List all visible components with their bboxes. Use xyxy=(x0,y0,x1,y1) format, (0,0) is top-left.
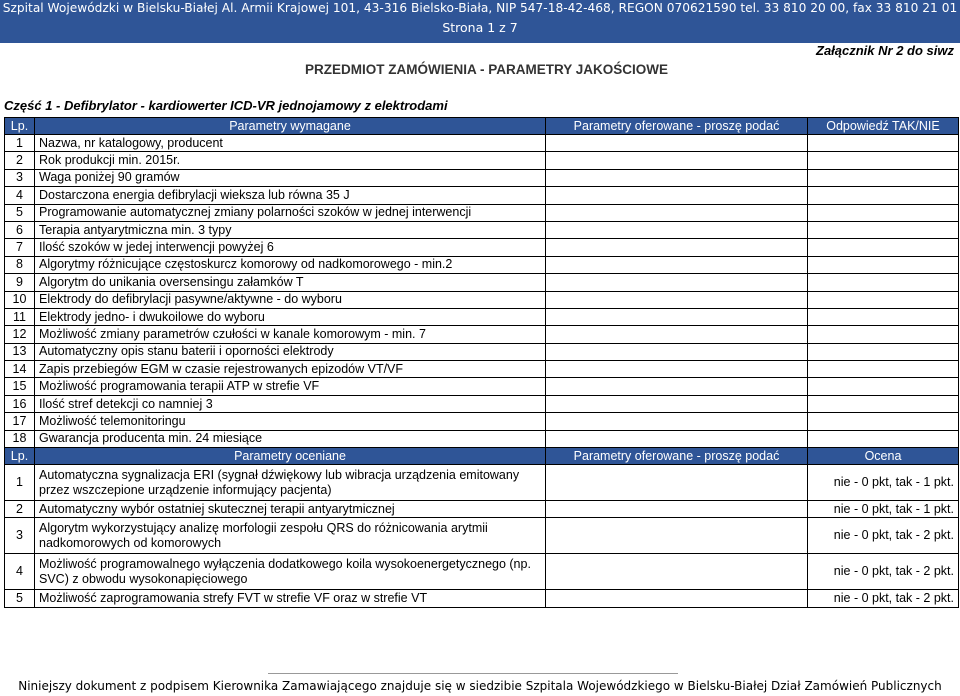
answer-cell[interactable] xyxy=(808,274,959,291)
row-parameter: Terapia antyarytmiczna min. 3 typy xyxy=(35,221,546,238)
offered-cell[interactable] xyxy=(546,326,808,343)
document-title: PRZEDMIOT ZAMÓWIENIA - PARAMETRY JAKOŚCIOWE xyxy=(305,62,668,77)
row-number: 1 xyxy=(5,465,35,501)
table-row xyxy=(5,395,959,412)
offered-cell[interactable] xyxy=(546,518,808,554)
row-parameter: Programowanie automatycznej zmiany polarności szoków w jednej interwencji xyxy=(35,204,546,221)
row-number: 5 xyxy=(5,204,35,221)
table-row xyxy=(5,291,959,308)
offered-cell[interactable] xyxy=(546,221,808,238)
answer-cell[interactable] xyxy=(808,239,959,256)
offered-cell[interactable] xyxy=(546,361,808,378)
row-number: 11 xyxy=(5,308,35,325)
row-parameter: Ilość szoków w jedej interwencji powyżej 6 xyxy=(35,239,546,256)
offered-cell[interactable] xyxy=(546,152,808,169)
page-number: Strona 1 z 7 xyxy=(442,20,518,35)
table-row xyxy=(5,239,959,256)
offered-cell[interactable] xyxy=(546,413,808,430)
row-parameter: Możliwość zmiany parametrów czułości w kanale komorowym - min. 7 xyxy=(35,326,546,343)
row-number: 10 xyxy=(5,291,35,308)
header-lp: Lp. xyxy=(5,118,35,135)
annex-label: Załącznik Nr 2 do siwz xyxy=(816,43,954,58)
offered-cell[interactable] xyxy=(546,378,808,395)
answer-cell[interactable] xyxy=(808,256,959,273)
table-row xyxy=(5,430,959,447)
score-cell: nie - 0 pkt, tak - 2 pkt. xyxy=(808,590,959,607)
scored-header-row xyxy=(5,448,959,465)
offered-cell[interactable] xyxy=(546,256,808,273)
row-number: 16 xyxy=(5,395,35,412)
header-score: Ocena xyxy=(808,448,959,465)
offered-cell[interactable] xyxy=(546,135,808,152)
table-row xyxy=(5,378,959,395)
row-parameter: Elektrody jedno- i dwukoilowe do wyboru xyxy=(35,308,546,325)
row-number: 3 xyxy=(5,169,35,186)
row-parameter: Ilość stref detekcji co namniej 3 xyxy=(35,395,546,412)
table-row xyxy=(5,501,959,518)
answer-cell[interactable] xyxy=(808,395,959,412)
offered-cell[interactable] xyxy=(546,274,808,291)
offered-cell[interactable] xyxy=(546,430,808,447)
table-row xyxy=(5,221,959,238)
answer-cell[interactable] xyxy=(808,308,959,325)
header-offered-params: Parametry oferowane - proszę podać xyxy=(546,118,808,135)
row-number: 17 xyxy=(5,413,35,430)
parameters-table xyxy=(4,117,959,608)
answer-cell[interactable] xyxy=(808,169,959,186)
row-number: 15 xyxy=(5,378,35,395)
table-row xyxy=(5,518,959,554)
offered-cell[interactable] xyxy=(546,291,808,308)
row-number: 2 xyxy=(5,501,35,518)
row-parameter: Elektrody do defibrylacji pasywne/aktywne - do wyboru xyxy=(35,291,546,308)
row-parameter: Możliwość telemonitoringu xyxy=(35,413,546,430)
offered-cell[interactable] xyxy=(546,169,808,186)
table-row xyxy=(5,465,959,501)
row-number: 9 xyxy=(5,274,35,291)
offered-cell[interactable] xyxy=(546,187,808,204)
row-parameter: Algorytm wykorzystujący analizę morfologii zespołu QRS do różnicowania arytmii nadkomorowych od komorowych xyxy=(35,518,546,554)
footer-divider xyxy=(268,673,678,674)
table-row xyxy=(5,308,959,325)
table-row xyxy=(5,152,959,169)
row-number: 6 xyxy=(5,221,35,238)
required-header-row xyxy=(5,118,959,135)
answer-cell[interactable] xyxy=(808,187,959,204)
row-parameter: Algorytmy różnicujące częstoskurcz komorowy od nadkomorowego - min.2 xyxy=(35,256,546,273)
row-parameter: Dostarczona energia defibrylacji wieksza lub równa 35 J xyxy=(35,187,546,204)
row-parameter: Algorytm do unikania oversensingu załamków T xyxy=(35,274,546,291)
answer-cell[interactable] xyxy=(808,326,959,343)
header-required-params: Parametry wymagane xyxy=(35,118,546,135)
offered-cell[interactable] xyxy=(546,501,808,518)
row-number: 1 xyxy=(5,135,35,152)
offered-cell[interactable] xyxy=(546,590,808,607)
offered-cell[interactable] xyxy=(546,239,808,256)
table-row xyxy=(5,554,959,590)
row-parameter: Automatyczna sygnalizacja ERI (sygnał dźwiękowy lub wibracja urządzenia emitowany przez wszczepione urządzenie informujący pacjenta) xyxy=(35,465,546,501)
row-parameter: Gwarancja producenta min. 24 miesiące xyxy=(35,430,546,447)
table-row xyxy=(5,326,959,343)
row-number: 7 xyxy=(5,239,35,256)
offered-cell[interactable] xyxy=(546,554,808,590)
answer-cell[interactable] xyxy=(808,291,959,308)
row-number: 4 xyxy=(5,554,35,590)
table-row xyxy=(5,135,959,152)
row-parameter: Automatyczny wybór ostatniej skutecznej terapii antyarytmicznej xyxy=(35,501,546,518)
offered-cell[interactable] xyxy=(546,395,808,412)
answer-cell[interactable] xyxy=(808,343,959,360)
table-row xyxy=(5,204,959,221)
row-parameter: Możliwość programowania terapii ATP w strefie VF xyxy=(35,378,546,395)
header-lp: Lp. xyxy=(5,448,35,465)
offered-cell[interactable] xyxy=(546,343,808,360)
table-row xyxy=(5,274,959,291)
offered-cell[interactable] xyxy=(546,465,808,501)
row-parameter: Waga poniżej 90 gramów xyxy=(35,169,546,186)
header-scored-params: Parametry oceniane xyxy=(35,448,546,465)
row-number: 18 xyxy=(5,430,35,447)
row-number: 12 xyxy=(5,326,35,343)
offered-cell[interactable] xyxy=(546,204,808,221)
row-parameter: Rok produkcji min. 2015r. xyxy=(35,152,546,169)
table-row xyxy=(5,590,959,607)
answer-cell[interactable] xyxy=(808,361,959,378)
answer-cell[interactable] xyxy=(808,378,959,395)
answer-cell[interactable] xyxy=(808,135,959,152)
row-number: 3 xyxy=(5,518,35,554)
footer-note: Niniejszy dokument z podpisem Kierownika Zamawiającego znajduje się w siedzibie Szpitala Wojewódzkiego w Bielsku-Białej Dział Zamówień Publicznych xyxy=(18,679,942,693)
answer-cell[interactable] xyxy=(808,204,959,221)
offered-cell[interactable] xyxy=(546,308,808,325)
answer-cell[interactable] xyxy=(808,430,959,447)
row-number: 5 xyxy=(5,590,35,607)
table-row xyxy=(5,256,959,273)
row-parameter: Możliwość zaprogramowania strefy FVT w strefie VF oraz w strefie VT xyxy=(35,590,546,607)
table-row xyxy=(5,361,959,378)
table-row xyxy=(5,169,959,186)
table-row xyxy=(5,413,959,430)
score-cell: nie - 0 pkt, tak - 1 pkt. xyxy=(808,501,959,518)
row-parameter: Zapis przebiegów EGM w czasie rejestrowanych epizodów VT/VF xyxy=(35,361,546,378)
table-row xyxy=(5,343,959,360)
row-number: 14 xyxy=(5,361,35,378)
answer-cell[interactable] xyxy=(808,152,959,169)
score-cell: nie - 0 pkt, tak - 2 pkt. xyxy=(808,554,959,590)
row-parameter: Możliwość programowalnego wyłączenia dodatkowego koila wysokoenergetycznego (np. SVC) z obwodu wysokonapięciowego xyxy=(35,554,546,590)
answer-cell[interactable] xyxy=(808,413,959,430)
score-cell: nie - 0 pkt, tak - 2 pkt. xyxy=(808,518,959,554)
row-parameter: Automatyczny opis stanu baterii i oporności elektrody xyxy=(35,343,546,360)
row-number: 2 xyxy=(5,152,35,169)
hospital-address: Szpital Wojewódzki w Bielsku-Białej Al. Armii Krajowej 101, 43-316 Bielsko-Biała, NIP 547-18-42-468, REGON 070621590 tel. 33 810 20 00, fax 33 810 21 01 xyxy=(2,1,958,15)
row-number: 8 xyxy=(5,256,35,273)
answer-cell[interactable] xyxy=(808,221,959,238)
header-offered-params: Parametry oferowane - proszę podać xyxy=(546,448,808,465)
row-number: 13 xyxy=(5,343,35,360)
score-cell: nie - 0 pkt, tak - 1 pkt. xyxy=(808,465,959,501)
row-number: 4 xyxy=(5,187,35,204)
page-header-bar xyxy=(0,0,960,43)
row-parameter: Nazwa, nr katalogowy, producent xyxy=(35,135,546,152)
header-answer: Odpowiedź TAK/NIE xyxy=(808,118,959,135)
table-row xyxy=(5,187,959,204)
part-title: Część 1 - Defibrylator - kardiowerter ICD-VR jednojamowy z elektrodami xyxy=(4,98,448,113)
